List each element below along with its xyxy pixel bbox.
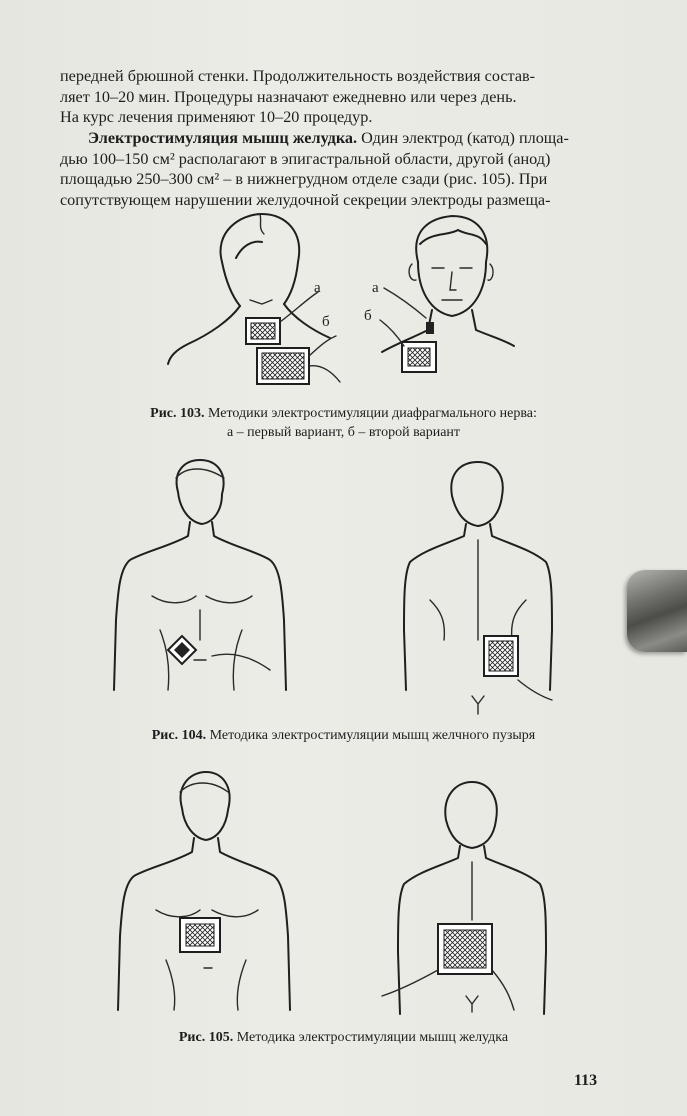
fig103-front-face-drawing [364, 216, 514, 372]
fig105-back-torso-drawing [382, 782, 546, 1014]
fig103-label-b-right: б [364, 308, 372, 324]
text-line: ляет 10–20 мин. Процедуры назначают ежедневно или через день. [60, 87, 517, 106]
text-line: На курс лечения применяют 10–20 процедур. [60, 108, 373, 126]
caption-number: Рис. 103. [150, 406, 205, 421]
fig104-back-torso-drawing [404, 462, 552, 714]
electrode-stomach-front [180, 918, 220, 952]
page-number: 113 [574, 1072, 598, 1089]
electrode-gallbladder-front [168, 636, 196, 664]
fig103-label-b-left: б [322, 314, 330, 330]
caption-text-line2: а – первый вариант, б – второй вариант [226, 425, 461, 440]
caption-number: Рис. 105. [178, 1030, 234, 1045]
text-line [60, 128, 638, 149]
paragraph-stomach-stimulation [60, 128, 638, 210]
metal-binder-clip [627, 570, 687, 652]
figure-104-caption [0, 726, 687, 745]
text-fragment: Один электрод (катод) площа- [357, 129, 569, 147]
fig103-label-a-left: а [314, 280, 321, 296]
figure-103-caption [0, 404, 687, 442]
text-line: площадью 250–300 см² – в нижнегрудном отделе сзади (рис. 105). При [60, 170, 548, 188]
text-line: передней брюшной стенки. Продолжительность воздействия состав- [60, 67, 536, 85]
text-line: дью 100–150 см² располагают в эпигастральной области, другой (анод) [60, 149, 551, 168]
electrode-front-neck [402, 342, 436, 372]
text-line: сопутствующем нарушении желудочной секреции электроды размеща- [60, 190, 551, 209]
electrode-stomach-back [438, 924, 492, 974]
section-heading: Электростимуляция мышц желудка. [88, 129, 358, 147]
fig103-back-neck-drawing [168, 214, 340, 384]
caption-text-line1: Методики электростимуляции диафрагмального нерва: [207, 406, 537, 421]
figure-105-caption [0, 1028, 687, 1047]
fig105-front-torso-drawing [118, 772, 290, 1010]
electrode-small-back-neck [246, 318, 280, 344]
fig103-label-a-right: а [372, 280, 379, 296]
caption-text: Методика электростимуляции мышц желчного пузыря [209, 728, 536, 743]
paragraph-procedure-duration [60, 66, 638, 128]
caption-number: Рис. 104. [151, 728, 207, 743]
electrode-gallbladder-back [484, 636, 518, 676]
fig104-front-torso-drawing [114, 460, 286, 690]
electrode-large-back [257, 348, 309, 384]
caption-text: Методика электростимуляции мышц желудка [236, 1030, 509, 1045]
